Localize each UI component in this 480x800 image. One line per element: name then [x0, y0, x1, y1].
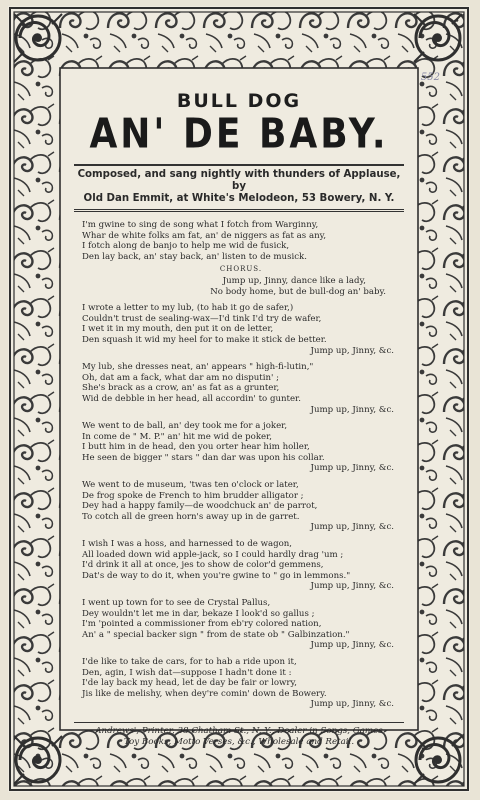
chorus-refrain: Jump up, Jinny, &c.	[310, 699, 394, 710]
verse-line: I butt him in de head, den you orter hear him holler,	[82, 442, 310, 453]
title-line-1: BULL DOG	[176, 90, 302, 112]
title-line-2: AN' DE BABY.	[89, 110, 389, 158]
verse-line: All loaded down wid apple-jack, so I could hardly drag 'um ;	[82, 549, 344, 560]
verse-7	[82, 598, 400, 651]
verse-line: Den, agin, I wish dat—suppose I hadn't done it :	[82, 667, 292, 678]
divider	[74, 164, 404, 166]
chorus-line: Jump up, Jinny, dance like a lady,	[222, 275, 366, 286]
verse-4	[82, 421, 400, 474]
verse-line: We went to de museum, 'twas ten o'clock or later,	[82, 480, 299, 491]
subtitle-line-2: Old Dan Emmit, at White's Melodeon, 53 Bowery, N. Y.	[83, 193, 395, 204]
verse-line: I'de lay back my head, let de day be fair or lowry,	[82, 678, 297, 689]
divider	[74, 211, 404, 212]
verse-line: I wrote a letter to my lub, (to hab it go de safer,)	[82, 303, 294, 314]
verse-line: In come de " M. P." an' hit me wid de poker,	[82, 431, 273, 442]
verse-line: Den squash it wid my heel for to make it stick de better.	[82, 334, 327, 345]
verse-line: Oh, dat am a fack, what dar am no disputin' ;	[82, 372, 280, 383]
verse-line: I wish I was a hoss, and harnessed to de wagon,	[82, 539, 293, 550]
verse-line: Whar de white folks am fat, an' de niggers as fat as any,	[82, 230, 327, 241]
verse-line: To cotch all de green horn's away up in de garret.	[82, 511, 300, 522]
verse-3	[82, 362, 400, 415]
verse-line: Couldn't trust de sealing-wax—I'd tink I'd try de wafer,	[82, 313, 322, 324]
verse-line: We went to de ball, an' dey took me for a joker,	[82, 421, 288, 432]
verse-line: I'm gwine to sing de song what I fotch from Warginny,	[82, 220, 319, 230]
chorus-refrain: Jump up, Jinny, &c.	[310, 522, 394, 533]
chorus-refrain: Jump up, Jinny, &c.	[310, 640, 394, 651]
verse-5	[82, 480, 400, 533]
verse-line: Dey wouldn't let me in dar, bekaze I look'd so gallus ;	[82, 608, 315, 619]
verse-line: Dey had a happy family—de woodchuck an' de parrot,	[82, 501, 318, 512]
verse-line: De frog spoke de French to him brudder alligator ;	[82, 490, 304, 501]
verse-line: He seen de bigger " stars " dan dar was upon his collar.	[82, 452, 325, 463]
subtitle-line-1: Composed, and sang nightly with thunders of Applause, by	[77, 169, 401, 192]
verse-8	[82, 657, 400, 710]
chorus-heading: CHORUS.	[219, 265, 263, 274]
verse-2	[82, 303, 400, 356]
divider	[74, 722, 404, 723]
verse-line: Dat's de way to do it, when you're gwine to " go in lemmons."	[82, 570, 351, 581]
verse-line: I'd drink it all at once, jes to show de color'd gemmens,	[82, 560, 324, 571]
chorus-refrain: Jump up, Jinny, &c.	[310, 463, 394, 474]
verse-1	[82, 220, 400, 297]
chorus-line: No body home, but de bull-dog an' baby.	[210, 286, 386, 297]
divider	[74, 209, 404, 210]
verse-line: I went up town for to see de Crystal Pallus,	[82, 598, 271, 608]
verse-line: Wid de debble in her head, all accordin' to gunter.	[82, 393, 301, 404]
chorus-refrain: Jump up, Jinny, &c.	[310, 404, 394, 415]
verse-line: Jis like de melishy, when dey're comin' down de Bowery.	[82, 688, 327, 699]
verse-line: Den lay back, an' stay back, an' listen to de musick.	[82, 251, 307, 262]
verse-line: An' a " special backer sign " from de state ob " Galbinzation."	[82, 629, 350, 640]
handwritten-catalog-number: 552	[420, 72, 440, 83]
verse-line: She's brack as a crow, an' as fat as a grunter,	[82, 383, 280, 394]
verse-line: My lub, she dresses neat, an' appears " high-fi-lutin,"	[82, 362, 314, 373]
chorus-refrain: Jump up, Jinny, &c.	[310, 581, 394, 592]
subtitle	[72, 169, 406, 205]
song-content	[72, 84, 406, 750]
imprint-line-2: Toy Books, Motto Verses, &c., Wholesale and Retail.	[123, 737, 355, 747]
imprint-line-1: Andrews', Printer, 38 Chatham St., N. Y., Dealer in Songs, Games	[95, 726, 383, 736]
verse-line: I'm 'pointed a commissioner from eb'ry colored nation,	[82, 619, 322, 630]
printer-imprint	[72, 722, 406, 748]
verse-line: I'de like to take de cars, for to hab a ride upon it,	[82, 656, 297, 667]
verse-line: I fotch along de banjo to help me wid de fusick,	[82, 241, 290, 252]
verse-6	[82, 539, 400, 592]
broadside-sheet	[8, 6, 470, 792]
verse-line: I wet it in my mouth, den put it on de letter,	[82, 324, 274, 335]
chorus-refrain: Jump up, Jinny, &c.	[310, 345, 394, 356]
